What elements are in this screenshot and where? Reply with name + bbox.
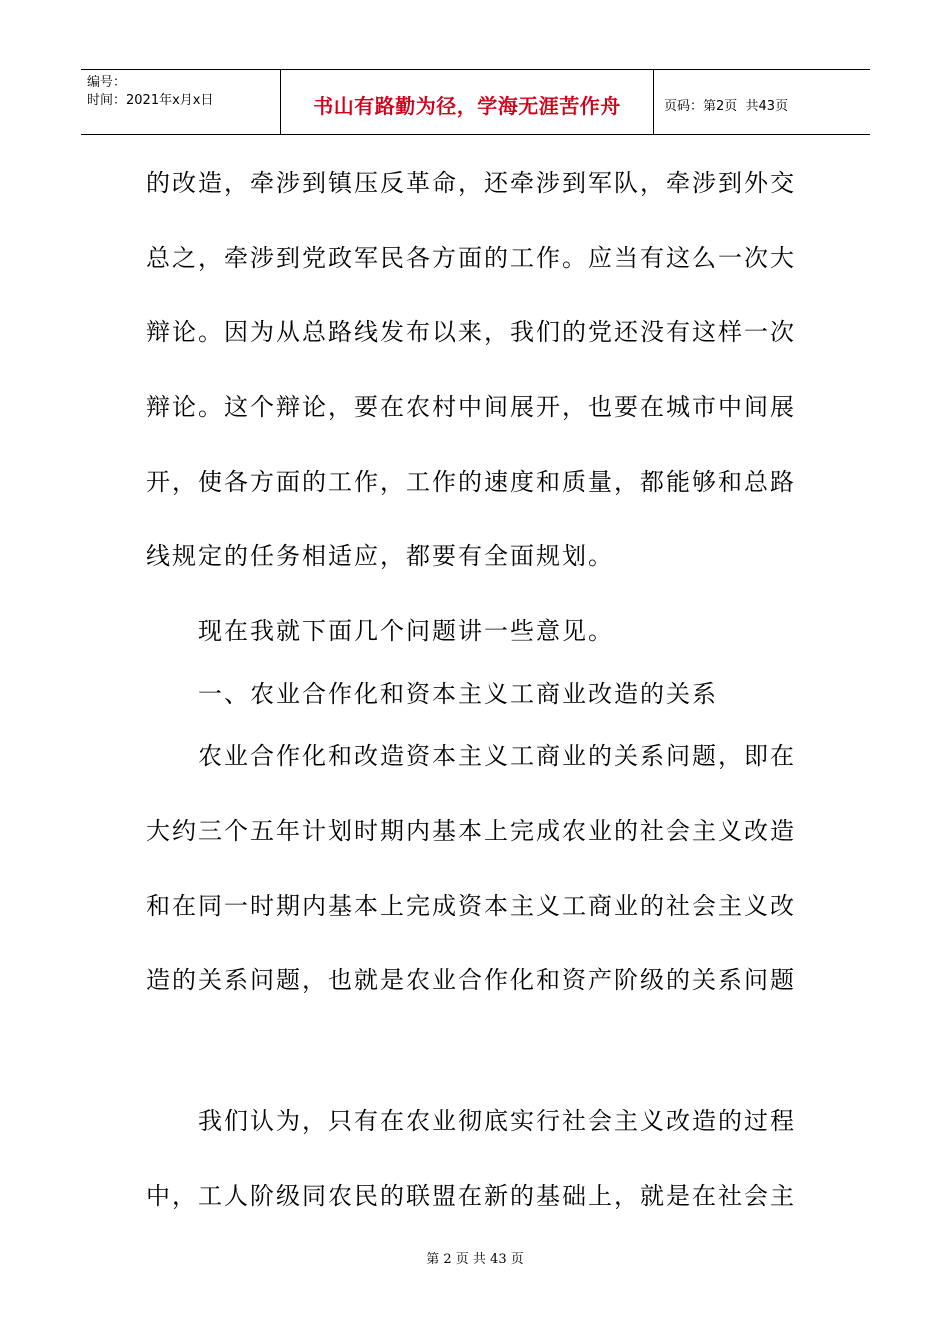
document-date: 时间：2021年x月x日 <box>87 93 214 108</box>
body-line-9: 农业合作化和改造资本主义工商业的关系问题，即在 <box>198 742 796 770</box>
body-line-6: 线规定的任务相适应，都要有全面规划。 <box>146 542 614 570</box>
section-heading: 一、农业合作化和资本主义工商业改造的关系 <box>198 680 718 708</box>
body-line-5: 开，使各方面的工作，工作的速度和质量，都能够和总路 <box>146 468 796 496</box>
body-line-3: 辩论。因为从总路线发布以来，我们的党还没有这样一次 <box>146 318 796 346</box>
header-motto-cell <box>281 70 654 134</box>
body-line-1: 的改造，牵涉到镇压反革命，还牵涉到军队，牵涉到外交 <box>146 169 796 197</box>
header-page-info: 页码：第2页 共43页 <box>664 98 789 114</box>
body-line-10: 大约三个五年计划时期内基本上完成农业的社会主义改造 <box>146 817 796 845</box>
body-line-14: 中，工人阶级同农民的联盟在新的基础上，就是在社会主 <box>146 1182 796 1210</box>
body-line-11: 和在同一时期内基本上完成资本主义工商业的社会主义改 <box>146 892 796 920</box>
body-line-13: 我们认为，只有在农业彻底实行社会主义改造的过程 <box>198 1107 796 1135</box>
body-line-7: 现在我就下面几个问题讲一些意见。 <box>198 617 614 645</box>
body-line-2: 总之，牵涉到党政军民各方面的工作。应当有这么一次大 <box>146 244 796 272</box>
body-line-12: 造的关系问题，也就是农业合作化和资产阶级的关系问题 <box>146 966 796 994</box>
document-header <box>81 69 870 135</box>
body-line-4: 辩论。这个辩论，要在农村中间展开，也要在城市中间展 <box>146 393 796 421</box>
document-number-label: 编号： <box>87 75 127 90</box>
page-footer: 第 2 页 共 43 页 <box>426 1252 524 1267</box>
header-motto: 书山有路勤为径，学海无涯苦作舟 <box>313 93 621 118</box>
header-meta <box>81 70 281 134</box>
